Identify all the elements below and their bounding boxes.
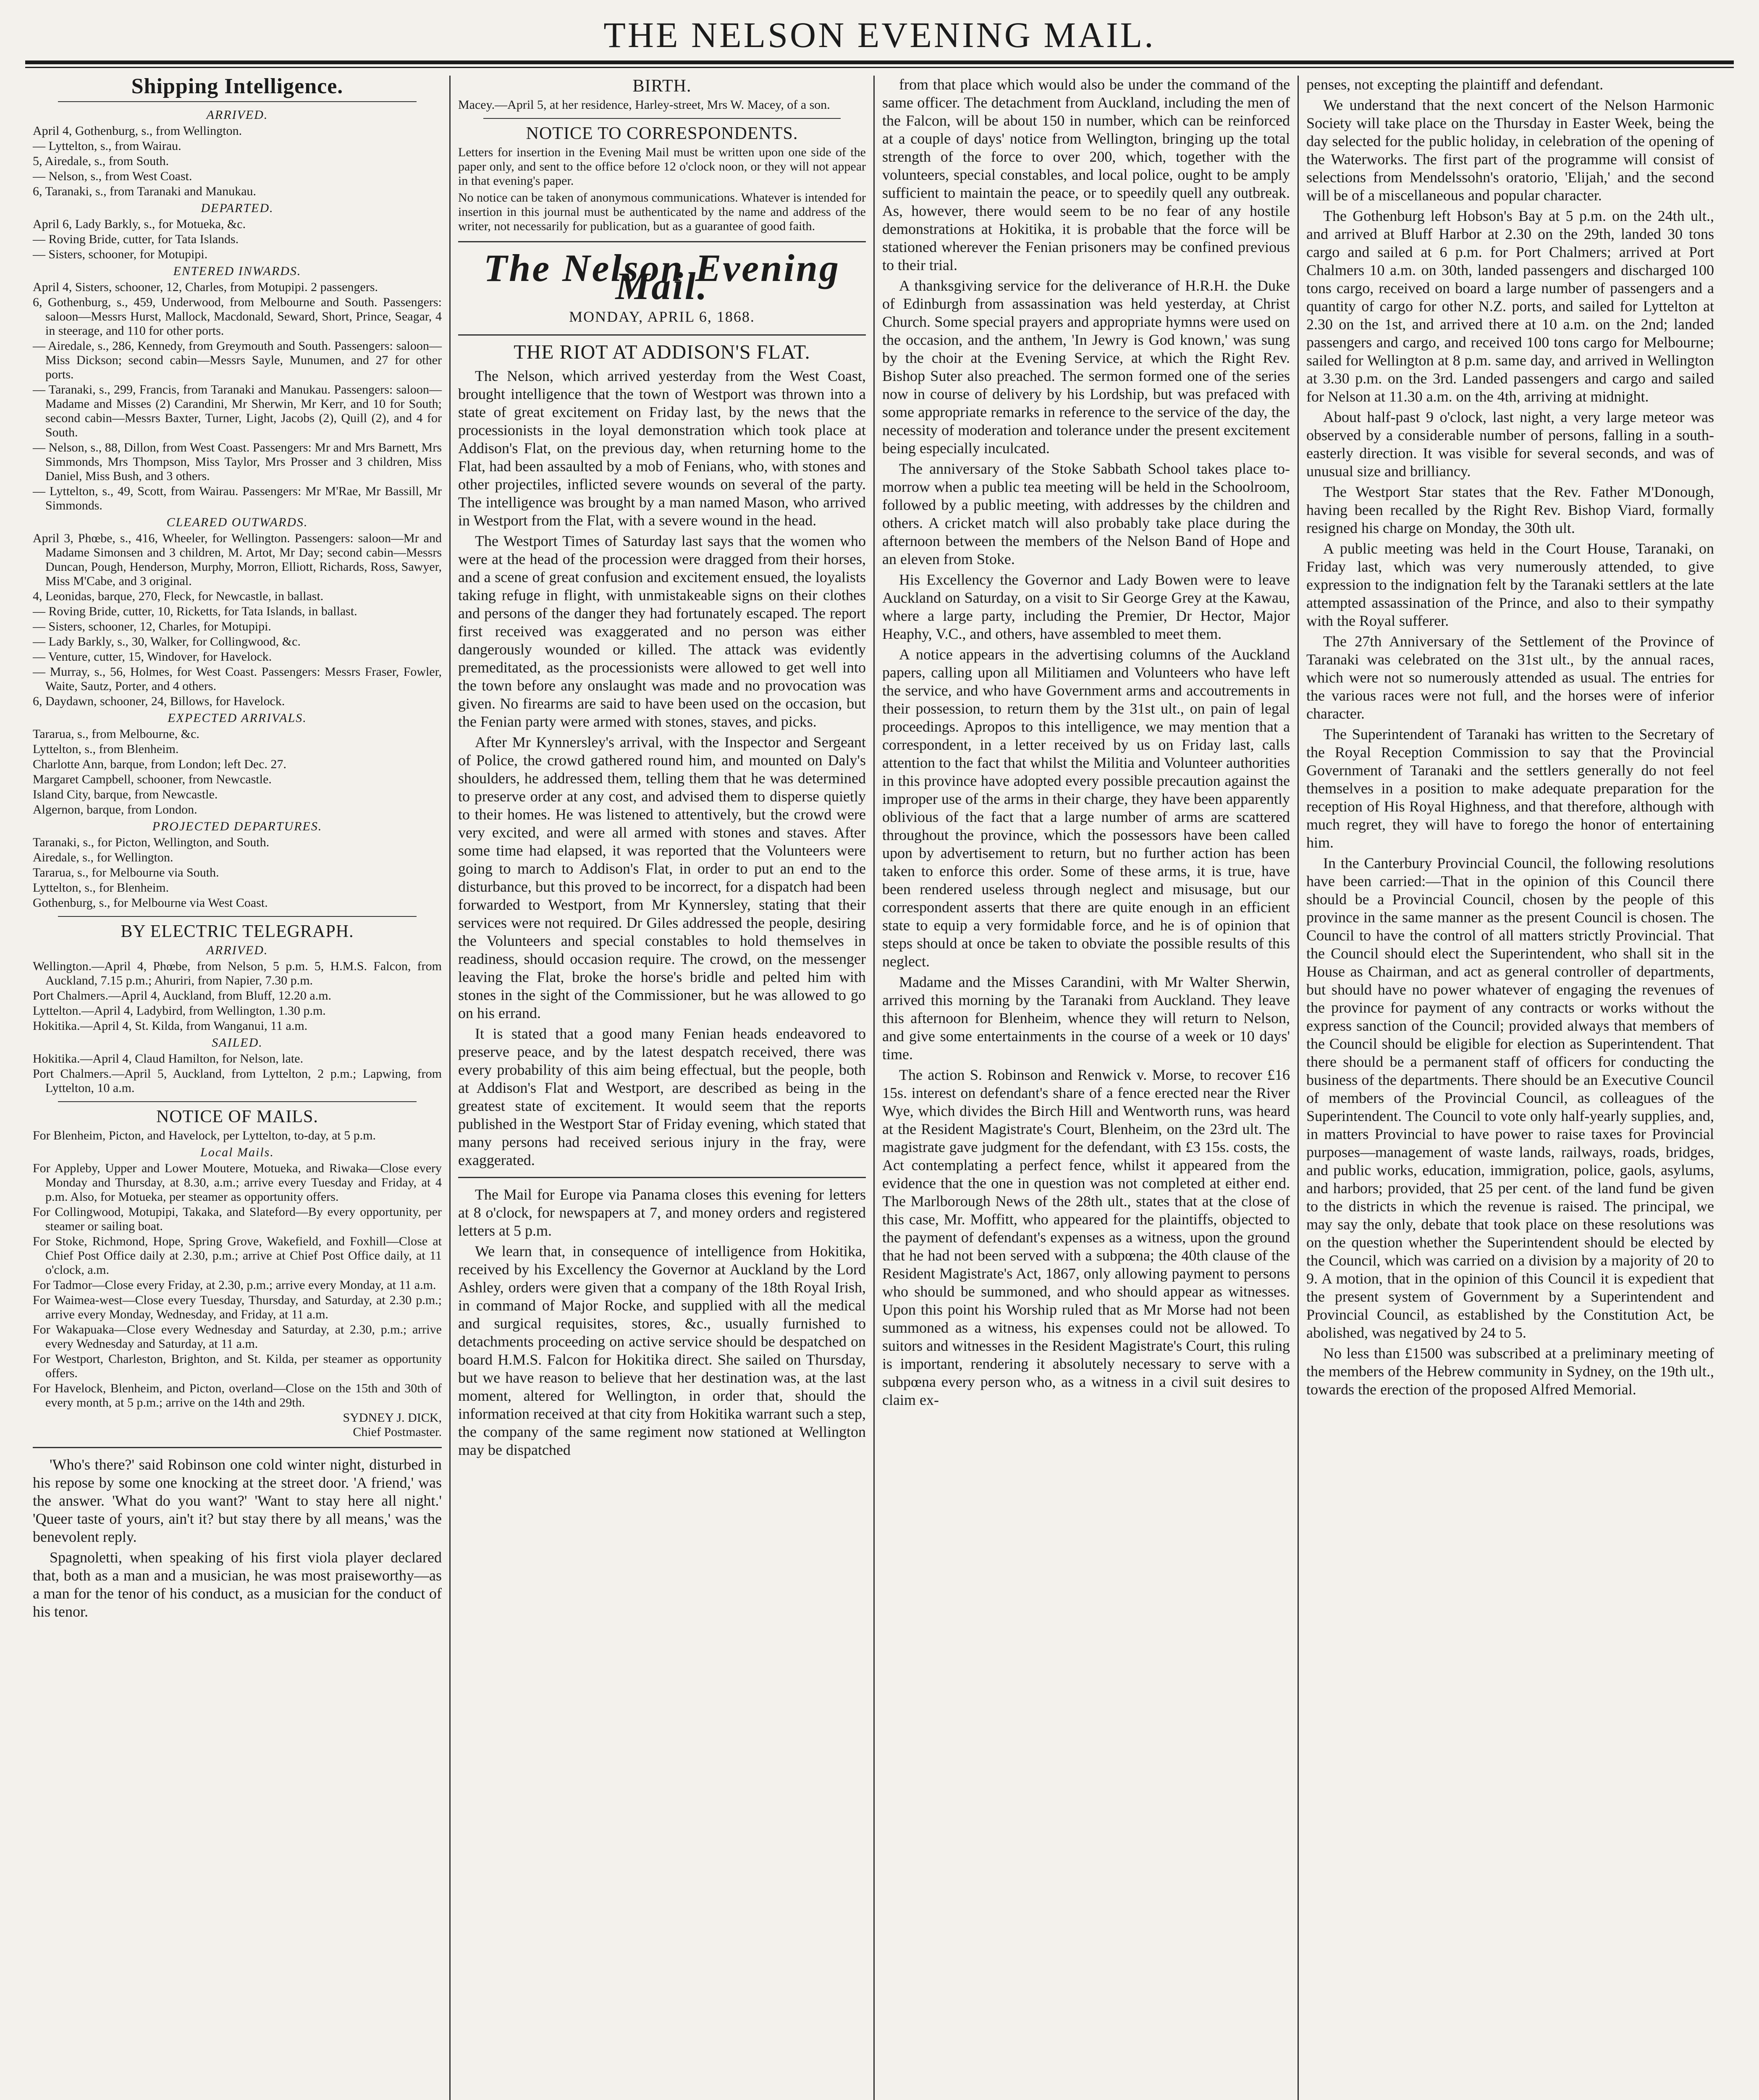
- mail-item: For Waimea-west—Close every Tuesday, Thursday, and Saturday, at 2.30 p.m.; arrive every Monday, Wednesday, and Friday, at 11 a.m.: [33, 1293, 442, 1321]
- entered-item: 6, Gothenburg, s., 459, Underwood, from Melbourne and South. Passengers: saloon—Messrs Hurst, Mallock, Macdonald, Seward, Short, Prince, Seagar, 4 in steerage, and 110 for other ports.: [33, 295, 442, 338]
- news-paragraph: The anniversary of the Stoke Sabbath School takes place to-morrow when a public tea meeting will be held in the Schoolroom, followed by a public meeting, with addresses by the children and others. A cricket match will also probably take place during the afternoon between the members of the Nelson Band of Hope and an eleven from Stoke.: [882, 460, 1290, 567]
- cleared-item: 6, Daydawn, schooner, 24, Billows, for Havelock.: [33, 694, 285, 708]
- news-paragraph: No less than £1500 was subscribed at a preliminary meeting of the members of the Hebrew community in Sydney, on the 19th ult., towards the erection of the proposed Alfred Memorial.: [1306, 1345, 1714, 1398]
- cleared-item: — Sisters, schooner, 12, Charles, for Motupipi.: [33, 620, 271, 633]
- entered-item: — Lyttelton, s., 49, Scott, from Wairau. Passengers: Mr M'Rae, Mr Bassill, Mr Simmonds.: [33, 484, 442, 512]
- columns: [25, 76, 1734, 2100]
- paper-title: The Nelson Evening Mail.: [484, 247, 840, 307]
- cleared-item: — Lady Barkly, s., 30, Walker, for Collingwood, &c.: [33, 635, 301, 648]
- cleared-item: April 3, Phœbe, s., 416, Wheeler, for Wellington. Passengers: saloon—Mr and Madame Simonsen and 3 children, M. Artot, Mr Day; second cabin—Messrs Duncan, Pough, Henderson, Murphy, Morron, Elliott, Richards, Ross, Sawyer, Miss M'Cabe, and 3 original.: [33, 531, 442, 588]
- birth-title: BIRTH.: [632, 76, 692, 96]
- troops-paragraph: We learn that, in consequence of intelligence from Hokitika, received by his Excellency the Governor at Auckland by the Lord Ashley, orders were given that a company of the 18th Royal Irish, in command of Major Rocke, and supplied with all the medical and surgical requisites, stores, &c., usually furnished to detachments proceeding on active service should be despatched on board H.M.S. Falcon for Hokitika direct. She sailed on Thursday, but we have reason to believe that her destination was, at the last moment, altered for Wellington, in order that, should the information received at that city from Hokitika warrant such a step, the company of the same regiment now stationed at Wellington may be dispatched: [458, 1243, 866, 1458]
- riot-paragraph: The Westport Times of Saturday last says that the women who were at the head of the procession were dragged from their horses, and a scene of great confusion and excitement ensued, the loyalists taking refuge in flight, with unmistakeable signs on their clothes and persons of the danger they had fortunately escaped. The report first received was exaggerated and no person was either dangerously wounded or killed. The attack was evidently premeditated, as the processionists were allowed to get well into the town before any onslaught was made and no provocation was given. No firearms are said to have been used on the occasion, but the Fenian party were armed with stones, staves, and picks.: [458, 533, 866, 730]
- entered-item: — Taranaki, s., 299, Francis, from Taranaki and Manukau. Passengers: saloon—Madame and Misses (2) Carandini, Mr Sherwin, Mr Kerr, and 10 for South; second cabin—Messrs Baxter, Turner, Light, Jacobs (2), Quill (2), and 4 for South.: [33, 383, 442, 439]
- expected-item: Algernon, barque, from London.: [33, 803, 197, 816]
- tel-sailed-item: Hokitika.—April 4, Claud Hamilton, for Nelson, late.: [33, 1052, 304, 1066]
- divider: [33, 1447, 442, 1448]
- masthead: THE NELSON EVENING MAIL.: [603, 15, 1156, 55]
- departed-title: DEPARTED.: [201, 201, 274, 215]
- cleared-item: — Murray, s., 56, Holmes, for West Coast. Passengers: Messrs Fraser, Fowler, Waite, Sautz, Porter, and 4 others.: [33, 665, 442, 693]
- signature-name: SYDNEY J. DICK,: [343, 1411, 442, 1425]
- divider: [458, 241, 866, 242]
- entered-item: — Nelson, s., 88, Dillon, from West Coast. Passengers: Mr and Mrs Barnett, Mrs Simmonds, Mrs Thompson, Miss Taylor, Mrs Prosser and 3 children, Miss Daniel, Miss Bush, and 3 others.: [33, 441, 442, 483]
- column-1: [25, 76, 449, 2100]
- news-paragraph: About half-past 9 o'clock, last night, a very large meteor was observed by a considerable number of persons, falling in a south-easterly direction. It was visible for several seconds, and was of unusual size and brilliancy.: [1306, 409, 1714, 480]
- news-paragraph: The action S. Robinson and Renwick v. Morse, to recover £16 15s. interest on defendant's share of a fence erected near the River Wye, which divides the Birch Hill and Wentworth runs, was heard at the Resident Magistrate's Court, Blenheim, on the 23rd ult. The magistrate gave judgment for the defendant, with £3 15s. costs, the Act contemplating a perfect fence, whilst it appeared from the evidence that the one in question was not completed at either end. The Marlborough News of the 28th ult., states that at the close of this case, Mr. Moffitt, who appeared for the plaintiffs, objected to the payment of defendant's expenses as a witness, upon the ground that he had not been served with a subpœna; the 40th clause of the Resident Magistrate's Act, 1867, only allowing payment to persons who should be summoned, and who should appear as witnesses. Upon this point his Worship ruled that as Mr Morse had not been summoned as a witness, his expenses could not be allowed. To suitors and witnesses in the Resident Magistrate's Court, this ruling is important, rendering it absolutely necessary to serve with a subpœna every person who, as a witness in a civil suit desires to claim ex-: [882, 1066, 1290, 1408]
- arrived-item: April 4, Gothenburg, s., from Wellington.: [33, 124, 242, 138]
- projected-item: Gothenburg, s., for Melbourne via West Coast.: [33, 896, 268, 910]
- divider: [58, 1101, 417, 1102]
- cleared-title: CLEARED OUTWARDS.: [166, 515, 308, 529]
- column-4: [1298, 76, 1722, 2100]
- entered-item: — Airedale, s., 286, Kennedy, from Greymouth and South. Passengers: saloon—Miss Dickson; second cabin—Messrs Sayle, Munumen, and 27 for other ports.: [33, 339, 442, 381]
- cleared-item: — Roving Bride, cutter, 10, Ricketts, for Tata Islands, in ballast.: [33, 604, 357, 618]
- entered-title: ENTERED INWARDS.: [173, 264, 301, 278]
- tel-sailed-title: SAILED.: [212, 1036, 263, 1050]
- divider: [58, 101, 417, 102]
- expected-title: EXPECTED ARRIVALS.: [168, 711, 307, 725]
- tel-arrived-item: Lyttelton.—April 4, Ladybird, from Wellington, 1.30 p.m.: [33, 1004, 326, 1018]
- expected-item: Lyttelton, s., from Blenheim.: [33, 742, 179, 756]
- expected-item: Margaret Campbell, schooner, from Newcastle.: [33, 772, 272, 786]
- anecdote: 'Who's there?' said Robinson one cold winter night, disturbed in his repose by some one knocking at the street door. 'A friend,' was the answer. 'What do you want?' 'Want to stay here all night.' 'Queer taste of yours, ain't it? but stay there by all means,' was the benevolent reply.: [33, 1456, 442, 1545]
- projected-item: Tararua, s., for Melbourne via South.: [33, 866, 219, 879]
- news-paragraph: The Westport Star states that the Rev. Father M'Donough, having been recalled by the Right Rev. Bishop Viard, formally resigned his charge on Monday, the 30th ult.: [1306, 483, 1714, 536]
- mail-item: For Havelock, Blenheim, and Picton, overland—Close on the 15th and 30th of every month, at 5 p.m.; arrive on the 14th and 29th.: [33, 1381, 442, 1410]
- europe-mail-paragraph: The Mail for Europe via Panama closes this evening for letters at 8 o'clock, for newspapers at 7, and money orders and registered letters at 5 p.m.: [458, 1186, 866, 1239]
- birth-text: Macey.—April 5, at her residence, Harley-street, Mrs W. Macey, of a son.: [458, 98, 830, 112]
- mail-item: For Stoke, Richmond, Hope, Spring Grove, Wakefield, and Foxhill—Close at Chief Post Office daily at 2.30, p.m.; arrive at Chief Post Office daily, at 11 o'clock, a.m.: [33, 1234, 442, 1277]
- correspondents-text: Letters for insertion in the Evening Mail must be written upon one side of the paper only, and sent to the office before 12 o'clock noon, or they will not appear in that evening's paper.: [458, 145, 866, 188]
- news-paragraph: The Superintendent of Taranaki has written to the Secretary of the Royal Reception Commission to say that the Provincial Government of Taranaki and the settlers generally do not feel themselves in a position to make adequate preparation for the reception of His Royal Highness, and that therefore, although with much regret, they will have to forego the honor of entertaining him.: [1306, 726, 1714, 851]
- mail-item: For Appleby, Upper and Lower Moutere, Motueka, and Riwaka—Close every Monday and Thursday, at 8.30, a.m.; arrive every Tuesday and Friday, at 4 p.m. Also, for Motueka, per steamer as opportunity offers.: [33, 1161, 442, 1204]
- riot-paragraph: The Nelson, which arrived yesterday from the West Coast, brought intelligence that the town of Westport was thrown into a state of great excitement on Friday last, by the news that the processionists in the loyal demonstration which took place at Addison's Flat, on the previous day, when returning home to the Flat, had been assaulted by a mob of Fenians, who, with stones and other projectiles, inflicted severe wounds on several of the party. The intelligence was brought by a man named Mason, who arrived in Westport from the Flat, with a severe wound in the head.: [458, 368, 866, 529]
- dateline: MONDAY, APRIL 6, 1868.: [569, 308, 755, 325]
- riot-paragraph: It is stated that a good many Fenian heads endeavored to preserve peace, and by the latest despatch received, there was every probability of this aim being effectual, but the people, both at Addison's Flat and Westport, are described as being in the greatest state of excitement. It would seem that the reports published in the Westport Star of Friday evening, which stated that many persons had received serious injury in the fray, were exaggerated.: [458, 1025, 866, 1168]
- departed-item: — Roving Bride, cutter, for Tata Islands.: [33, 232, 239, 246]
- shipping-title: Shipping Intelligence.: [131, 76, 343, 98]
- expected-item: Charlotte Ann, barque, from London; left Dec. 27.: [33, 757, 287, 771]
- news-paragraph: His Excellency the Governor and Lady Bowen were to leave Auckland on Saturday, on a visit to Sir George Grey at the Kawau, where a large party, including the Premier, Dr Hector, Major Heaphy, V.C., and others, have assembled to meet them.: [882, 571, 1290, 642]
- mails-title: NOTICE OF MAILS.: [156, 1107, 318, 1126]
- signature-title: Chief Postmaster.: [353, 1425, 442, 1439]
- divider: [458, 1177, 866, 1178]
- departed-item: — Sisters, schooner, for Motupipi.: [33, 247, 208, 261]
- projected-item: Airedale, s., for Wellington.: [33, 850, 173, 864]
- arrived-title: ARRIVED.: [206, 108, 268, 122]
- news-paragraph: A notice appears in the advertising columns of the Auckland papers, calling upon all Militiamen and Volunteers who have left the service, and who have Government arms and accoutrements in their possession, to return them by the 31st ult., on pain of legal proceedings. Apropos to this intelligence, we may mention that a correspondent, in a letter received by us on Friday last, calls attention to the fact that whilst the Militia and Volunteer authorities in this province have adopted every possible precaution against the improper use of the arms in their charge, they have been apparently oblivious of the fact that a large number of arms are scattered throughout the province, which the possessors have been called upon by advertisement to return, but no further action has been taken to enforce this order. Some of these arms, it is true, have been rendered useless through neglect and misusage, but our correspondent asserts that there are quite enough in an efficient state to equip a very formidable force, and he is of opinion that steps should at once be taken to obviate the possible results of this neglect.: [882, 646, 1290, 970]
- arrived-item: 5, Airedale, s., from South.: [33, 154, 169, 168]
- local-mails-title: Local Mails.: [200, 1145, 274, 1159]
- tel-arrived-item: Wellington.—April 4, Phœbe, from Nelson, 5 p.m. 5, H.M.S. Falcon, from Auckland, 7.15 p.m.; Ahuriri, from Napier, 7.30 p.m.: [33, 959, 442, 987]
- newspaper-page: [25, 8, 1734, 2100]
- departed-item: April 6, Lady Barkly, s., for Motueka, &c.: [33, 217, 246, 231]
- correspondents-text: No notice can be taken of anonymous communications. Whatever is intended for insertion in this journal must be authenticated by the name and address of the writer, not necessarily for publication, but as a guarantee of good faith.: [458, 191, 866, 233]
- news-paragraph: The 27th Anniversary of the Settlement of the Province of Taranaki was celebrated on the 31st ult., by the annual races, which were not so numerously attended as usual. The entries for the various races were not full, and the horses were of inferior character.: [1306, 633, 1714, 722]
- news-paragraph: penses, not excepting the plaintiff and defendant.: [1306, 76, 1604, 93]
- correspondents-title: NOTICE TO CORRESPONDENTS.: [526, 124, 798, 143]
- arrived-item: — Lyttelton, s., from Wairau.: [33, 139, 181, 153]
- projected-item: Taranaki, s., for Picton, Wellington, and South.: [33, 835, 270, 849]
- entered-item: April 4, Sisters, schooner, 12, Charles, from Motupipi. 2 passengers.: [33, 280, 378, 294]
- divider: [458, 334, 866, 336]
- tel-sailed-item: Port Chalmers.—April 5, Auckland, from Lyttelton, 2 p.m.; Lapwing, from Lyttelton, 10 a.m.: [33, 1067, 442, 1095]
- arrived-item: 6, Taranaki, s., from Taranaki and Manukau.: [33, 184, 257, 198]
- masthead-rule: [25, 60, 1734, 68]
- expected-item: Island City, barque, from Newcastle.: [33, 788, 218, 801]
- arrived-item: — Nelson, s., from West Coast.: [33, 169, 192, 183]
- cleared-item: — Venture, cutter, 15, Windover, for Havelock.: [33, 650, 272, 664]
- expected-item: Tararua, s., from Melbourne, &c.: [33, 727, 199, 741]
- mails-intro: For Blenheim, Picton, and Havelock, per Lyttelton, to-day, at 5 p.m.: [33, 1129, 376, 1142]
- tel-arrived-title: ARRIVED.: [206, 943, 268, 957]
- news-paragraph: We understand that the next concert of the Nelson Harmonic Society will take place on the Thursday in Easter Week, being the day selected for the public holiday, in celebration of the opening of the Waterworks. The first part of the programme will consist of selections from Mendelssohn's oratorio, 'Elijah,' and the second will be of a miscellaneous and popular character.: [1306, 97, 1714, 204]
- riot-headline: THE RIOT AT ADDISON'S FLAT.: [514, 341, 810, 363]
- cleared-item: 4, Leonidas, barque, 270, Fleck, for Newcastle, in ballast.: [33, 589, 324, 603]
- column-2: [449, 76, 873, 2100]
- tel-arrived-item: Hokitika.—April 4, St. Kilda, from Wanganui, 11 a.m.: [33, 1019, 308, 1033]
- mail-item: For Collingwood, Motupipi, Takaka, and Slateford—By every opportunity, per steamer or sailing boat.: [33, 1205, 442, 1233]
- projected-item: Lyttelton, s., for Blenheim.: [33, 881, 169, 895]
- tel-arrived-item: Port Chalmers.—April 4, Auckland, from Bluff, 12.20 a.m.: [33, 989, 332, 1003]
- riot-paragraph: After Mr Kynnersley's arrival, with the Inspector and Sergeant of Police, the crowd gathered round him, and mounted on Daly's shoulders, he addressed them, telling them that he was determined to preserve order at any cost, and advised them to disperse quietly to their homes. He was listened to attentively, but the crowd were very excited, and were all armed with stones and staves. After some time had elapsed, it was reported that the Volunteers were going to march to Addison's Flat, in order to put an end to the disturbance, but this proved to be incorrect, for a dispatch had been forwarded to Westport, from Mr Kynnersley, stating that their services were not required. Dr Giles addressed the people, desiring the Volunteers and special constables to hold themselves in readiness, should occasion require. The crowd, on the messenger leaving the Flat, broke the horse's bridle and pelted him with stones in the sight of the Commissioner, but he was allowed to go on his errand.: [458, 734, 866, 1021]
- telegraph-title: BY ELECTRIC TELEGRAPH.: [121, 922, 354, 941]
- divider: [58, 916, 417, 917]
- anecdote: Spagnoletti, when speaking of his first viola player declared that, both as a man and a musician, he was most praiseworthy—as a man for the tenor of his conduct, as a musician for the conduct of his tenor.: [33, 1549, 442, 1620]
- column-3: [873, 76, 1298, 2100]
- news-paragraph: from that place which would also be under the command of the same officer. The detachment from Auckland, including the men of the Falcon, will be about 150 in number, which can be reinforced at a couple of days' notice from Wellington, bringing up the total strength of the force to over 200, which, together with the volunteers, special constables, and local police, ought to be amply sufficient to maintain the peace, or to speedily quell any outbreak. As, however, there would seem to be no fear of any hostile demonstrations at Hokitika, it is probable that the force will be stationed wherever the Fenian prisoners may be confined previous to their trial.: [882, 76, 1290, 273]
- mail-item: For Tadmor—Close every Friday, at 2.30, p.m.; arrive every Monday, at 11 a.m.: [33, 1278, 436, 1292]
- news-paragraph: The Gothenburg left Hobson's Bay at 5 p.m. on the 24th ult., and arrived at Bluff Harbor at 2.30 on the 29th, landed 30 tons cargo and sailed at 6 p.m. for Port Chalmers; arrived at Port Chalmers 10 a.m. on 30th, landed passengers and discharged 100 tons cargo, received on board a large number of passengers and a quantity of cargo for other N.Z. ports, and sailed for Lyttelton at 2.30 on the 1st, and arrived there at 10 a.m. on the 2nd; landed passengers and cargo, and received 100 tons cargo for Melbourne; sailed for Wellington at 8 p.m. same day, and arrived in Wellington at 3.30 p.m. on the 3rd. Landed passengers and cargo and sailed for Nelson at 11.30 a.m. on the 4th, arriving at midnight.: [1306, 207, 1714, 405]
- mail-item: For Wakapuaka—Close every Wednesday and Saturday, at 2.30, p.m.; arrive every Wednesday and Saturday, at 11 a.m.: [33, 1323, 442, 1351]
- news-paragraph: A thanksgiving service for the deliverance of H.R.H. the Duke of Edinburgh from assassination was held yesterday, at Christ Church. Some special prayers and appropriate hymns were used on the occasion, and the anthem, 'In Jewry is God known,' was sung by the choir at the Evening Service, at which the Right Rev. Bishop Suter also preached. The sermon formed one of the series now in course of delivery by his Lordship, but was prefaced with some appropriate remarks in reference to the service of the day, the necessity of moderation and tolerance under the present excitement being especially inculcated.: [882, 277, 1290, 457]
- divider: [483, 118, 841, 119]
- news-paragraph: In the Canterbury Provincial Council, the following resolutions have been carried:—That in the opinion of this Council there should be a Provincial Council, chosen by the people of this province in the same manner as the present Council is chosen. The Council to have the control of all matters strictly Provincial. That the Council should elect the Superintendent, who shall sit in the House as Chairman, and act as general controller of departments, but should have no power whatever of engaging the revenues of the province for payment of any contracts or works without the express sanction of the Council; provided always that members of the Council should be eligible for election as Superintendent. That there should be a permanent staff of officers for conducting the business of the departments. There should be an Executive Council of members of the Provincial Council, as colleagues of the Superintendent. The Council to vote only half-yearly supplies, and, in matters Provincial to have power to raise taxes for Provincial purposes—management of waste lands, railways, roads, bridges, and public works, education, immigration, police, gaols, asylums, and harbors; provided, that 25 per cent. of the land fund be given to the districts in which the revenue is raised. The principal, we may say the only, debate that took place on these resolutions was on the question whether the Superintendent should be elected by the Council, which was carried on a division by a majority of 20 to 9. A motion, that in the opinion of this Council it is expedient that the present system of Government by a Superintendent and Provincial Council, as established by the Constitution Act, be abolished, was negatived by 24 to 5.: [1306, 855, 1714, 1341]
- projected-title: PROJECTED DEPARTURES.: [152, 819, 322, 833]
- mail-item: For Westport, Charleston, Brighton, and St. Kilda, per steamer as opportunity offers.: [33, 1352, 442, 1380]
- news-paragraph: Madame and the Misses Carandini, with Mr Walter Sherwin, arrived this morning by the Taranaki from Auckland. They leave this afternoon for Blenheim, whence they will return to Nelson, and give some entertainments in the course of a week or 10 days' time.: [882, 974, 1290, 1063]
- news-paragraph: A public meeting was held in the Court House, Taranaki, on Friday last, which was very numerously attended, to give expression to the indignation felt by the Taranaki settlers at the late attempted assassination of the Prince, and also to their sympathy with the Royal sufferer.: [1306, 540, 1714, 629]
